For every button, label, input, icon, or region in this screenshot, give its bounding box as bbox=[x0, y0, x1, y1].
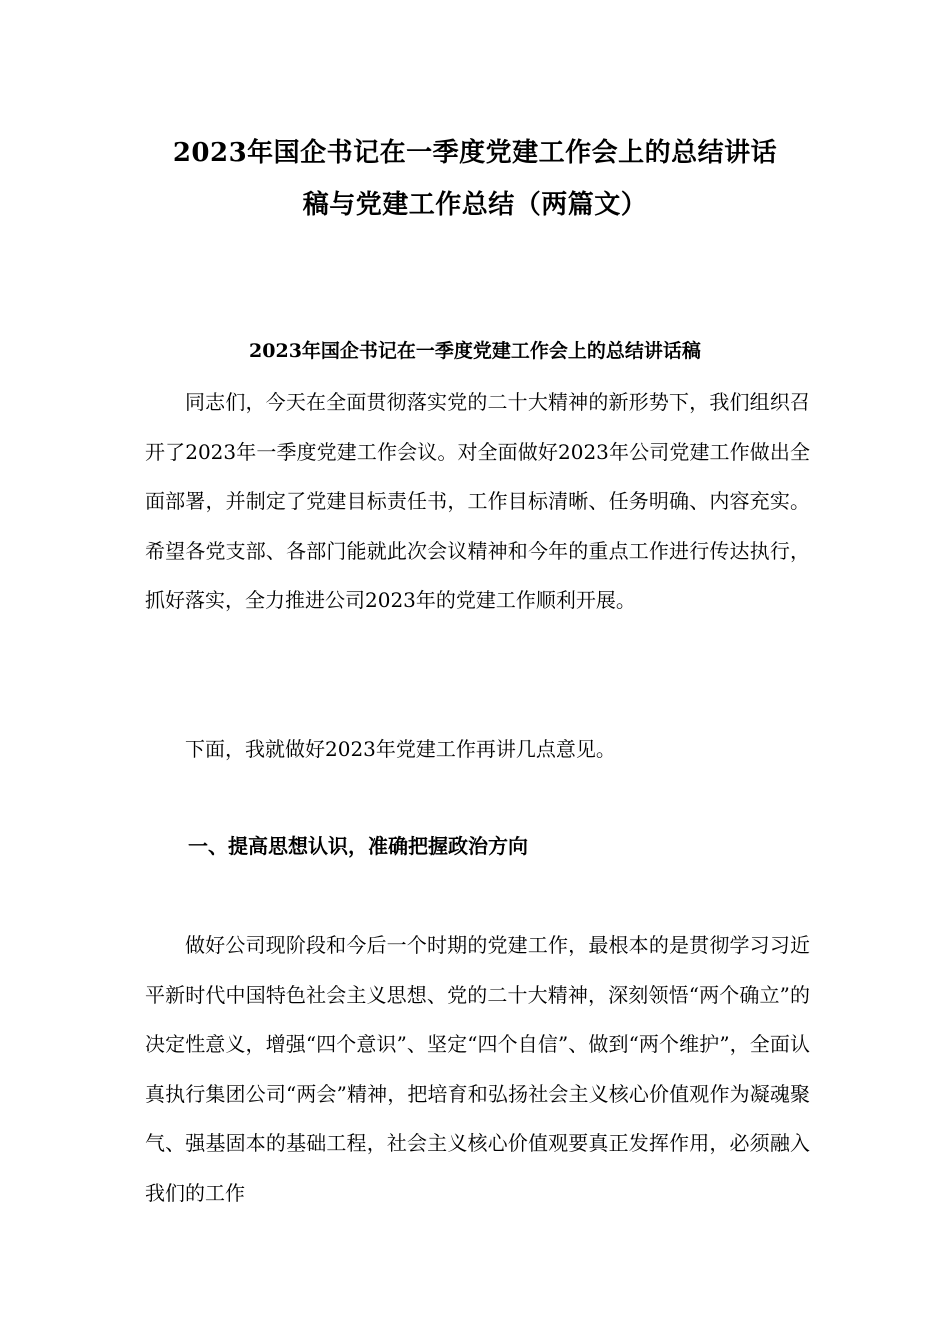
paragraph-intro: 下面，我就做好2023年党建工作再讲几点意见。 bbox=[185, 737, 616, 761]
paragraph-opening: 同志们，今天在全面贯彻落实党的二十大精神的新形势下，我们组织召开了2023年一季度党建工作会议。对全面做好2023年公司党建工作做出全面部署，并制定了党建目标责任书，工作目标清晰、任务明确、内容充实。希望各党支部、各部门能就此次会议精神和今年的重点工作进行传达执行，抓好落实，全力推进公司2023年的党建工作顺利开展。 bbox=[145, 390, 810, 612]
document-title-line2: 稿与党建工作总结（两篇文） bbox=[302, 190, 648, 220]
document-title-line1: 2023年国企书记在一季度党建工作会上的总结讲话 bbox=[172, 138, 778, 168]
section-title: 2023年国企书记在一季度党建工作会上的总结讲话稿 bbox=[249, 340, 701, 362]
heading-point-one: 一、提高思想认识，准确把握政治方向 bbox=[188, 834, 528, 858]
paragraph-point-one-body: 做好公司现阶段和今后一个时期的党建工作，最根本的是贯彻学习习近平新时代中国特色社会主义思想、党的二十大精神，深刻领悟“两个确立”的决定性意义，增强“四个意识”、坚定“四个自信”、做到“两个维护”，全面认真执行集团公司“两会”精神，把培育和弘扬社会主义核心价值观作为凝魂聚气、强基固本的基础工程，社会主义核心价值观要真正发挥作用，必须融入我们的工作 bbox=[145, 933, 810, 1205]
